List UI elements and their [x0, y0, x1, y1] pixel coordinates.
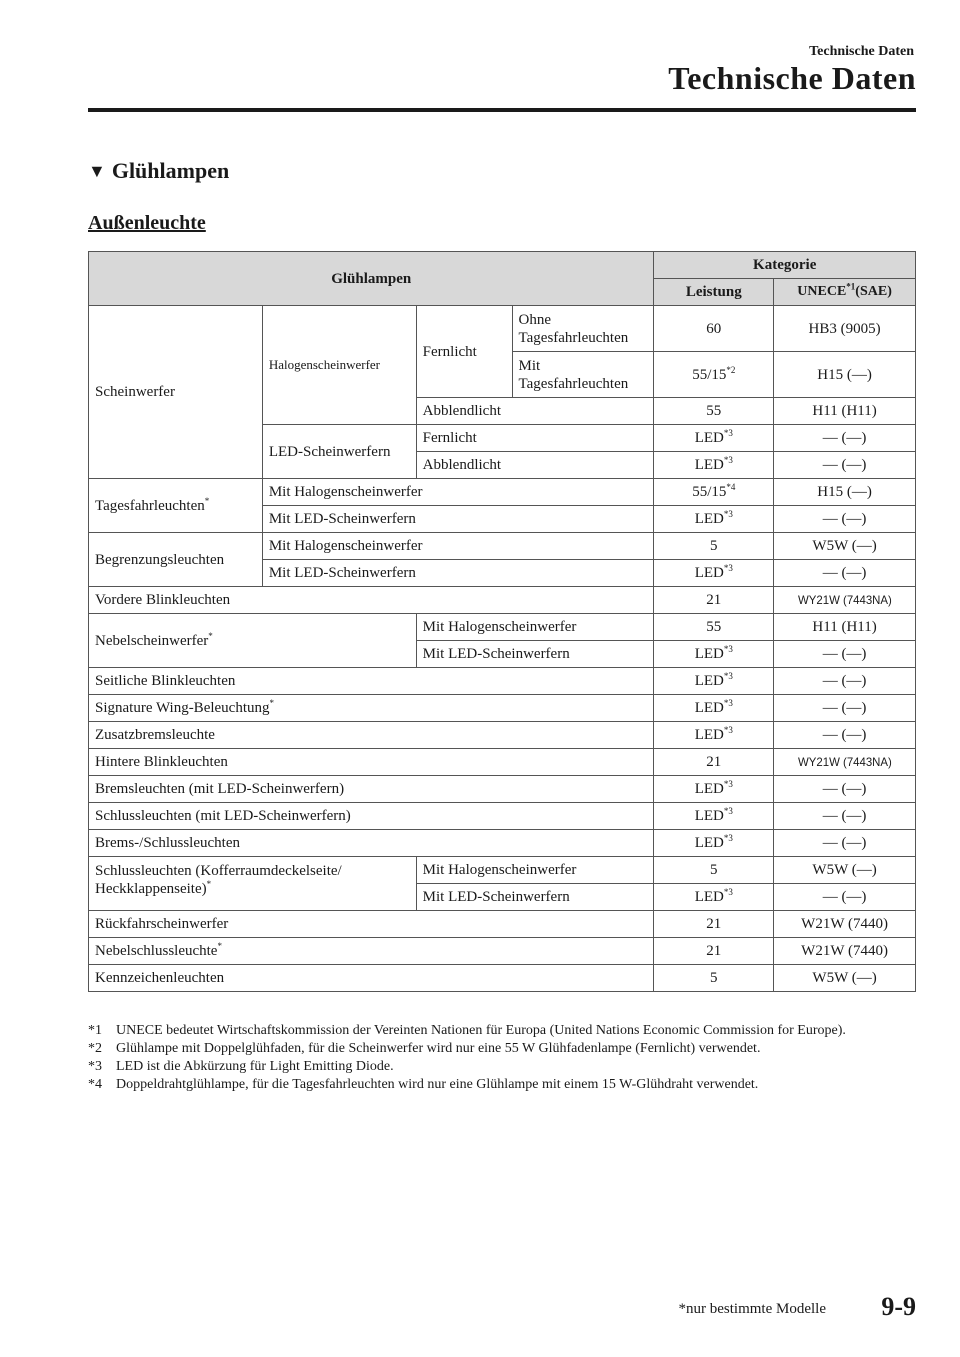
cell-ohne-tfl: Ohne Tagesfahrleuchten: [512, 306, 654, 352]
header-small-title: Technische Daten: [809, 44, 914, 59]
cell-brems-schluss: Brems-/Schlussleuchten: [89, 830, 654, 857]
cell-value: — (—): [774, 776, 916, 803]
table-row: [89, 749, 916, 776]
cell-value: — (—): [774, 506, 916, 533]
cell-value: LED$^{*3}$: [654, 722, 774, 749]
footnote: *1 UNECE bedeutet Wirtschaftskommission der Vereinten Nationen für Europa (United Nations Economic Commission for Europe).: [88, 1023, 846, 1038]
cell-begrenzung: Begrenzungsleuchten: [89, 533, 263, 587]
cell-value: W21W (7440): [774, 911, 916, 938]
cell-value: — (—): [774, 425, 916, 452]
cell-mit-halogen: Mit Halogenscheinwerfer: [416, 614, 654, 641]
subsection-title: Außenleuchte: [88, 212, 206, 234]
cell-nebelschluss: Nebelschlussleuchte*: [89, 938, 654, 965]
cell-value: 55/15$^{*4}$: [654, 479, 774, 506]
page-number: 9-9: [881, 1292, 916, 1321]
table-header-row: [89, 252, 916, 279]
cell-mit-led: Mit LED-Scheinwerfern: [416, 641, 654, 668]
cell-value: — (—): [774, 884, 916, 911]
table-row: [89, 911, 916, 938]
cell-value: LED$^{*3}$: [654, 668, 774, 695]
cell-mit-led: Mit LED-Scheinwerfern: [416, 884, 654, 911]
section-heading: [88, 158, 229, 184]
table-row: [89, 614, 916, 641]
cell-value: — (—): [774, 560, 916, 587]
header-leistung: Leistung: [654, 279, 774, 306]
header-title: Technische Daten: [668, 60, 916, 96]
cell-zusatzbrems: Zusatzbremsleuchte: [89, 722, 654, 749]
cell-seitliche-blink: Seitliche Blinkleuchten: [89, 668, 654, 695]
cell-mit-halogen: Mit Halogenscheinwerfer: [262, 479, 654, 506]
cell-scheinwerfer: Scheinwerfer: [89, 306, 263, 479]
cell-value: H15 (—): [774, 352, 916, 398]
cell-value: LED$^{*3}$: [654, 425, 774, 452]
cell-value: W21W (7440): [774, 938, 916, 965]
cell-value: 60: [654, 306, 774, 352]
cell-value: WY21W (7443NA): [777, 587, 912, 614]
header-rule: [88, 108, 916, 112]
cell-value: 55: [654, 398, 774, 425]
table-row: [89, 965, 916, 992]
cell-value: W5W (—): [774, 965, 916, 992]
cell-value: 21: [654, 587, 774, 614]
header-gluehlampen: Glühlampen: [89, 252, 654, 306]
cell-value: — (—): [774, 641, 916, 668]
triangle-down-icon: ▼: [88, 160, 106, 181]
cell-mit-tfl: Mit Tagesfahrleuchten: [512, 352, 654, 398]
cell-value: W5W (—): [774, 857, 916, 884]
cell-value: H11 (H11): [774, 398, 916, 425]
cell-value: LED$^{*3}$: [654, 695, 774, 722]
cell-mit-halogen: Mit Halogenscheinwerfer: [416, 857, 654, 884]
cell-value: LED$^{*3}$: [654, 452, 774, 479]
cell-value: LED$^{*3}$: [654, 803, 774, 830]
cell-value: 55/15$^{*2}$: [654, 352, 774, 398]
cell-value: LED$^{*3}$: [654, 830, 774, 857]
header-kategorie: Kategorie: [654, 252, 916, 279]
bulb-spec-table: [88, 251, 916, 992]
cell-value: W5W (—): [774, 533, 916, 560]
cell-value: — (—): [774, 830, 916, 857]
cell-signature: Signature Wing-Beleuchtung*: [89, 695, 654, 722]
cell-value: — (—): [774, 668, 916, 695]
table-row: [89, 306, 916, 352]
footer-note: *nur bestimmte Modelle: [678, 1301, 826, 1317]
footnote: *2 Glühlampe mit Doppelglühfaden, für die Scheinwerfer wird nur eine 55 W Glühfadenlampe (Fernlicht) verwendet.: [88, 1041, 761, 1056]
table-row: [89, 776, 916, 803]
cell-value: H11 (H11): [774, 614, 916, 641]
cell-value: — (—): [774, 695, 916, 722]
cell-value: LED$^{*3}$: [654, 641, 774, 668]
cell-abblendlicht: Abblendlicht: [416, 452, 654, 479]
table-row: [89, 668, 916, 695]
cell-mit-halogen: Mit Halogenscheinwerfer: [262, 533, 654, 560]
cell-value: 55: [654, 614, 774, 641]
cell-led-scheinwerfer: LED-Scheinwerfern: [262, 425, 416, 479]
table-row: [89, 830, 916, 857]
cell-bremsleuchten: Bremsleuchten (mit LED-Scheinwerfern): [89, 776, 654, 803]
cell-value: — (—): [774, 722, 916, 749]
cell-fernlicht: Fernlicht: [416, 306, 512, 398]
cell-schluss-koffer: Schlussleuchten (Kofferraumdeckelseite/ Heckklappenseite)*: [89, 857, 417, 911]
table-row: [89, 722, 916, 749]
table-row: [89, 695, 916, 722]
cell-fernlicht: Fernlicht: [416, 425, 654, 452]
cell-value: — (—): [774, 452, 916, 479]
cell-value: 21: [654, 911, 774, 938]
footnotes: [88, 1022, 918, 1094]
footnote: *3 LED ist die Abkürzung für Light Emitting Diode.: [88, 1059, 394, 1074]
cell-mit-led: Mit LED-Scheinwerfern: [262, 560, 654, 587]
cell-value: H15 (—): [774, 479, 916, 506]
cell-vordere-blink: Vordere Blinkleuchten: [89, 587, 654, 614]
cell-rueckfahr: Rückfahrscheinwerfer: [89, 911, 654, 938]
cell-value: 21: [654, 749, 774, 776]
cell-mit-led: Mit LED-Scheinwerfern: [262, 506, 654, 533]
cell-kennzeichen: Kennzeichenleuchten: [89, 965, 654, 992]
cell-abblendlicht: Abblendlicht: [416, 398, 654, 425]
cell-value: LED$^{*3}$: [654, 506, 774, 533]
cell-value: 21: [654, 938, 774, 965]
header-unece: UNECE$^{*1}$(SAE): [774, 279, 916, 306]
table-row: [89, 587, 916, 614]
cell-tagesfahrleuchten: Tagesfahrleuchten*: [89, 479, 263, 533]
cell-value: LED$^{*3}$: [654, 776, 774, 803]
cell-nebelscheinwerfer: Nebelscheinwerfer*: [89, 614, 417, 668]
section-title: Glühlampen: [111, 158, 230, 183]
cell-value: 5: [654, 533, 774, 560]
cell-value: 5: [654, 857, 774, 884]
cell-value: — (—): [774, 803, 916, 830]
cell-hintere-blink: Hintere Blinkleuchten: [89, 749, 654, 776]
table-row: [89, 857, 916, 884]
cell-halogen: Halogenscheinwerfer: [262, 306, 416, 425]
cell-value: 5: [654, 965, 774, 992]
cell-value: HB3 (9005): [774, 306, 916, 352]
cell-value: LED$^{*3}$: [654, 560, 774, 587]
cell-value: WY21W (7443NA): [777, 749, 912, 776]
table-row: [89, 533, 916, 560]
cell-value: LED$^{*3}$: [654, 884, 774, 911]
footnote: *4 Doppeldrahtglühlampe, für die Tagesfahrleuchten wird nur eine Glühlampe mit einem 15 W-Glühdraht verwendet.: [88, 1077, 759, 1092]
table-row: [89, 938, 916, 965]
cell-schlussleuchten-led: Schlussleuchten (mit LED-Scheinwerfern): [89, 803, 654, 830]
table-row: [89, 479, 916, 506]
table-row: [89, 803, 916, 830]
